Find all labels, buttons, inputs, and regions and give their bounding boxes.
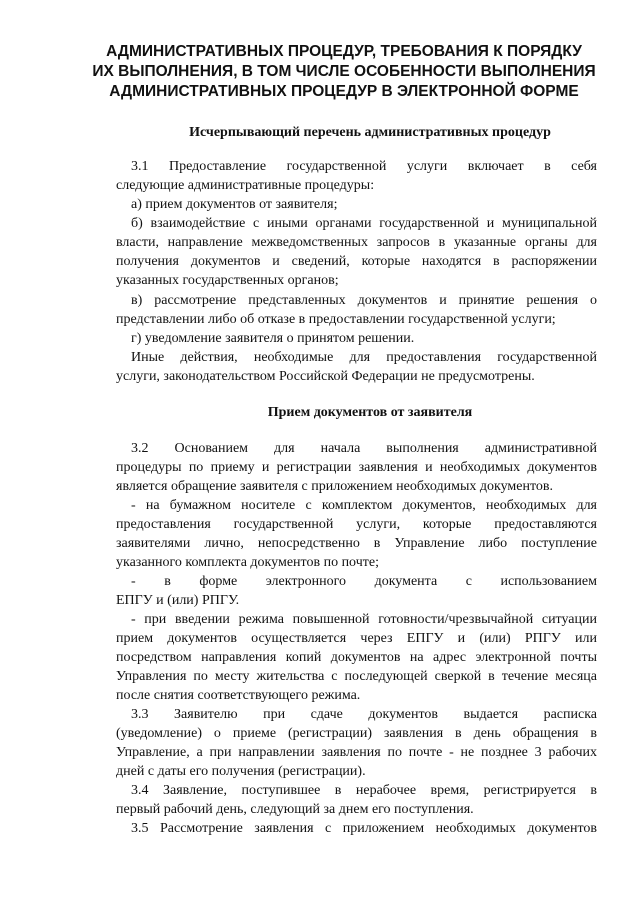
paragraph-line: является обращение заявителя с приложением необходимых документов. xyxy=(116,479,554,494)
paragraph-line: первый рабочий день, следующий за днем его поступления. xyxy=(116,802,474,817)
document-title-line-1: АДМИНИСТРАТИВНЫХ ПРОЦЕДУР, ТРЕБОВАНИЯ К ПОРЯДКУ xyxy=(106,43,582,60)
list-item-a: а) прием документов от заявителя; xyxy=(131,197,338,212)
list-item-b: б) взаимодействие с иными органами государственной и муниципальной xyxy=(131,216,597,231)
paragraph-line: Иные действия, необходимые для предоставления государственной xyxy=(131,350,597,365)
paragraph-line: - при введении режима повышенной готовности/чрезвычайной ситуации xyxy=(131,612,597,627)
paragraph-line: получения документов и сведений, которые находятся в распоряжении xyxy=(116,254,597,269)
paragraph-line: услуги, законодательством Российской Федерации не предусмотрены. xyxy=(116,369,535,384)
paragraph-line: 3.3 Заявителю при сдаче документов выдается расписка xyxy=(131,707,597,722)
paragraph-line: 3.1 Предоставление государственной услуги включает в себя xyxy=(131,159,597,174)
paragraph-line: посредством направления копий документов на адрес электронной почты xyxy=(116,650,597,665)
section-heading-procedures: Исчерпывающий перечень административных процедур xyxy=(189,125,551,140)
paragraph-line: - в форме электронного документа с использованием xyxy=(131,574,597,589)
paragraph-line: следующие административные процедуры: xyxy=(116,178,375,193)
paragraph-line: (уведомление) о приеме (регистрации) заявления в день обращения в xyxy=(116,726,597,741)
paragraph-line: после снятия соответствующего режима. xyxy=(116,688,361,703)
document-title-line-2: ИХ ВЫПОЛНЕНИЯ, В ТОМ ЧИСЛЕ ОСОБЕННОСТИ ВЫПОЛНЕНИЯ xyxy=(92,63,596,80)
paragraph-line: Управление, а при направлении заявления по почте - не позднее 3 рабочих xyxy=(116,745,597,760)
paragraph-line: прием документов осуществляется через ЕПГУ и (или) РПГУ или xyxy=(116,631,597,646)
section-heading-reception: Прием документов от заявителя xyxy=(267,405,473,420)
paragraph-line: дней с даты его получения (регистрации). xyxy=(116,764,366,779)
paragraph-line: указанного комплекта документов по почте; xyxy=(116,555,379,570)
list-item-c: в) рассмотрение представленных документов и принятие решения о xyxy=(131,293,597,308)
paragraph-line: заявителями лично, непосредственно в Управление либо поступление xyxy=(116,536,597,551)
paragraph-line: - на бумажном носителе с комплектом документов, необходимых для xyxy=(131,498,597,513)
paragraph-line: представлении либо об отказе в предоставлении государственной услуги; xyxy=(116,312,556,327)
paragraph-line: 3.4 Заявление, поступившее в нерабочее время, регистрируется в xyxy=(131,783,597,798)
paragraph-line: процедуры по приему и регистрации заявления и необходимых документов xyxy=(116,460,597,475)
paragraph-line: 3.5 Рассмотрение заявления с приложением необходимых документов xyxy=(131,821,597,836)
list-item-d: г) уведомление заявителя о принятом решении. xyxy=(131,331,415,346)
paragraph-line: 3.2 Основанием для начала выполнения административной xyxy=(131,441,597,456)
paragraph-line: власти, направление межведомственных запросов в указанные органы для xyxy=(116,235,597,250)
paragraph-line: ЕПГУ и (или) РПГУ. xyxy=(116,593,240,608)
document-title-line-3: АДМИНИСТРАТИВНЫХ ПРОЦЕДУР В ЭЛЕКТРОННОЙ ФОРМЕ xyxy=(109,83,579,100)
paragraph-line: Управления по месту жительства с последующей сверкой в течение месяца xyxy=(116,669,597,684)
paragraph-line: указанных государственных органов; xyxy=(116,273,339,288)
paragraph-line: предоставления государственной услуги, которые предоставляются xyxy=(116,517,597,532)
